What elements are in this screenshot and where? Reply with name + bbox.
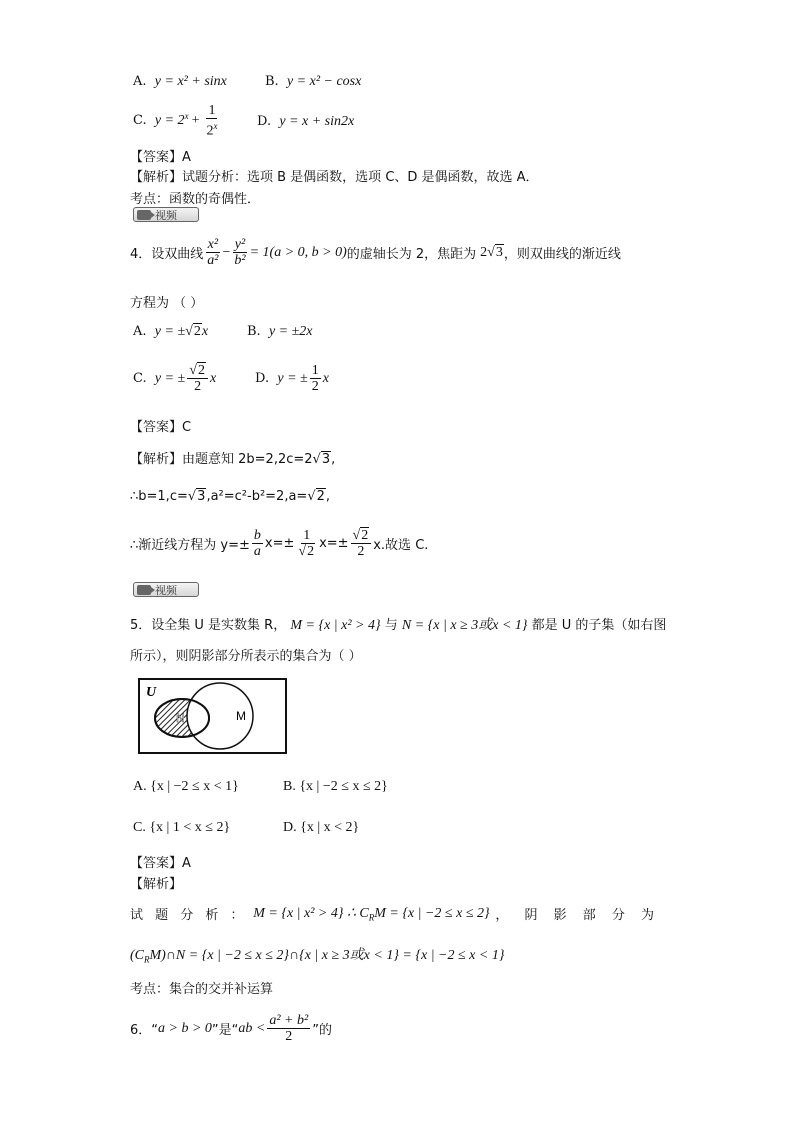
q3-analysis: 【解析】试题分析：选项 B 是偶函数，选项 C、D 是偶函数，故选 A． bbox=[130, 170, 539, 185]
operator: − bbox=[222, 244, 231, 260]
q5-stem-line1 bbox=[130, 614, 666, 634]
analysis-text: ,a²=c²-b²=2,a= bbox=[206, 489, 308, 504]
q4-option-c bbox=[133, 363, 216, 394]
q4-option-d bbox=[255, 363, 329, 394]
fraction bbox=[267, 1013, 310, 1044]
radicand: 2 bbox=[361, 528, 369, 543]
q3-option-c bbox=[133, 103, 221, 139]
stem-text: ，则双曲线的渐近线 bbox=[503, 247, 621, 262]
option-label: C. bbox=[133, 371, 147, 386]
q5-analysis-line2 bbox=[130, 944, 504, 965]
set-n: N = {x | x ≥ 3或x < 1} bbox=[401, 618, 528, 633]
q5-option-c bbox=[133, 820, 230, 836]
stem-text: ”的 bbox=[312, 1023, 332, 1038]
coef: 2 bbox=[480, 244, 488, 260]
fraction-y2-b2 bbox=[232, 237, 247, 268]
q3-option-a bbox=[133, 74, 227, 90]
q4-analysis-line2: ∴b=1,c=√3,a²=c²-b²=2,a=√2, bbox=[130, 489, 331, 504]
denominator: a bbox=[253, 544, 261, 559]
q5-option-d bbox=[283, 820, 359, 836]
denominator: b² bbox=[234, 253, 246, 268]
q5-analysis-line1 bbox=[130, 904, 660, 923]
option-label: B. bbox=[265, 74, 279, 89]
formula: y = ±2x bbox=[268, 324, 313, 339]
venn-label-m: M bbox=[236, 709, 246, 723]
exponent: x bbox=[184, 110, 189, 121]
option-label: A. bbox=[133, 324, 147, 339]
video-camera-icon bbox=[137, 210, 151, 220]
analysis-text: 试 题 分 析 ： bbox=[130, 908, 248, 923]
fraction-b-a bbox=[252, 528, 263, 559]
formula: y = ± bbox=[154, 324, 186, 339]
formula: y = x² − cosx bbox=[286, 74, 362, 89]
analysis-text: x.故选 C. bbox=[373, 538, 429, 553]
numerator: b bbox=[253, 528, 261, 543]
condition: = 1(a > 0, b > 0) bbox=[249, 244, 347, 260]
formula: y = x² + sinx bbox=[154, 74, 227, 89]
stem-text: ”是“ bbox=[211, 1023, 239, 1038]
video-label: 视频 bbox=[155, 208, 177, 222]
option-label: D. bbox=[255, 371, 270, 386]
formula: A. {x | −2 ≤ x < 1} bbox=[133, 779, 239, 794]
denominator: a² bbox=[207, 253, 219, 268]
q3-video-button[interactable] bbox=[133, 207, 199, 222]
q5-option-a bbox=[133, 779, 239, 795]
q3-point: 考点：函数的奇偶性． bbox=[130, 192, 261, 207]
formula: y = ± bbox=[277, 370, 308, 386]
q3-option-d bbox=[257, 114, 354, 130]
formula: M = {x | −2 ≤ x ≤ 2} bbox=[374, 905, 490, 921]
formula: y = x + sin2x bbox=[279, 114, 355, 129]
option-label: A. bbox=[133, 74, 147, 89]
q4-answer: 【答案】C bbox=[130, 420, 192, 435]
q5-option-b bbox=[283, 779, 388, 795]
analysis-text: , bbox=[325, 489, 331, 504]
numerator: x² bbox=[207, 237, 219, 252]
numerator: 1 bbox=[208, 103, 216, 118]
formula: M)∩N = {x | −2 ≤ x ≤ 2}∩{x | x ≥ 3或x < 1} = {x | −2 ≤ x < 1} bbox=[149, 948, 505, 963]
numerator: y² bbox=[234, 237, 246, 252]
fraction bbox=[310, 363, 321, 394]
analysis-text: x=± bbox=[319, 536, 349, 551]
option-label: B. bbox=[247, 324, 261, 339]
numerator: a² + b² bbox=[269, 1013, 309, 1028]
stem-text: 6．“ bbox=[130, 1023, 159, 1038]
venn-label-u: U bbox=[146, 685, 157, 700]
formula: D. {x | x < 2} bbox=[283, 820, 360, 835]
exponent: x bbox=[213, 121, 218, 131]
fraction: $\frac{√2}{2}$ bbox=[187, 363, 208, 394]
q5-point: 考点：集合的交并补运算 bbox=[130, 982, 274, 997]
denominator: 2 bbox=[311, 379, 319, 394]
stem-text: 5．设全集 U 是实数集 R， bbox=[130, 618, 287, 633]
option-label: D. bbox=[257, 114, 272, 129]
venn-label-n: N bbox=[176, 711, 185, 725]
radicand: 3 bbox=[321, 452, 331, 467]
venn-diagram bbox=[138, 678, 288, 754]
numerator: 1 bbox=[303, 528, 311, 543]
stem-text: 都是 U 的子集（如右图 bbox=[531, 618, 667, 633]
q4-option-b bbox=[247, 324, 313, 340]
q4-analysis-line1: 【解析】由题意知 2b=2,2c=2√3, bbox=[130, 452, 336, 467]
formula: a > b > 0 bbox=[158, 1020, 212, 1036]
formula: x bbox=[209, 370, 217, 386]
denominator: 2 bbox=[357, 544, 365, 559]
formula: (C bbox=[130, 948, 144, 963]
q5-analysis-label: 【解析】 bbox=[130, 877, 183, 892]
numerator: 1 bbox=[311, 363, 319, 378]
formula: y = 2 bbox=[154, 112, 185, 128]
analysis-text: ∴渐近线方程为 y=± bbox=[130, 538, 250, 553]
fraction bbox=[204, 103, 219, 139]
analysis-text: ∴b=1,c= bbox=[130, 489, 188, 504]
formula: B. {x | −2 ≤ x ≤ 2} bbox=[283, 779, 388, 794]
analysis-text: ， 阴 影 部 分 为 bbox=[495, 908, 660, 923]
formula: M = {x | x² > 4} ∴ C bbox=[253, 905, 369, 921]
operator: + bbox=[191, 112, 200, 128]
video-camera-icon bbox=[137, 585, 151, 595]
denominator bbox=[204, 119, 219, 139]
q4-option-a: A. y = ±√2x bbox=[133, 324, 209, 339]
q3-answer: 【答案】A bbox=[130, 150, 191, 165]
denominator: 2 bbox=[194, 379, 202, 394]
stem-text: 与 bbox=[384, 618, 398, 633]
q5-answer: 【答案】A bbox=[130, 856, 191, 871]
q6-stem bbox=[130, 1013, 332, 1044]
q4-stem-line1: 4．设双曲线 $\frac{\text{x²}}{\text{a²}}$ − $\frac{\text{y²}}{\text{b²}}$ = 1(a > 0, b > 0) 的虚轴长为 2，焦距为 2 √ 3 ，则双曲线的渐近线 bbox=[130, 237, 621, 268]
analysis-text: x=± bbox=[264, 536, 295, 551]
analysis-text: 【解析】由题意知 2b=2,2c=2 bbox=[130, 452, 313, 467]
q5-stem-line2: 所示），则阴影部分所表示的集合为（ ） bbox=[130, 649, 362, 664]
subscript: R bbox=[368, 912, 375, 923]
analysis-text: , bbox=[331, 452, 336, 467]
formula: x bbox=[201, 324, 209, 339]
radicand: 2 bbox=[316, 489, 325, 504]
formula: x bbox=[322, 370, 329, 386]
denominator: 2 bbox=[285, 1029, 293, 1044]
fraction-sqrt2-2: $\frac{√2}{2}$ bbox=[351, 528, 372, 559]
set-m: M = {x | x² > 4} bbox=[290, 618, 381, 633]
q4-stem-line2: 方程为 （ ） bbox=[130, 296, 204, 311]
fraction-1-sqrt2: $\frac{1}{√2}$ bbox=[298, 528, 315, 559]
radicand: 3 bbox=[495, 245, 503, 260]
formula: ab < bbox=[238, 1020, 266, 1036]
stem-text: 4．设双曲线 bbox=[130, 247, 204, 262]
formula: y = ± bbox=[154, 370, 186, 386]
stem-text: 的虚轴长为 2，焦距为 bbox=[346, 247, 477, 262]
q4-analysis-line3 bbox=[130, 528, 428, 559]
q4-video-button[interactable] bbox=[133, 582, 199, 597]
radicand: 2 bbox=[193, 324, 201, 339]
subscript: R bbox=[144, 954, 150, 965]
radicand: 2 bbox=[307, 544, 315, 559]
radicand: 2 bbox=[197, 363, 205, 378]
option-label: C. bbox=[133, 113, 147, 129]
q3-option-b bbox=[265, 74, 361, 90]
formula: C. {x | 1 < x ≤ 2} bbox=[133, 820, 231, 835]
video-label: 视频 bbox=[155, 583, 177, 597]
fraction-x2-a2 bbox=[205, 237, 220, 268]
radicand: 3 bbox=[197, 489, 206, 504]
den-base: 2 bbox=[206, 123, 214, 139]
